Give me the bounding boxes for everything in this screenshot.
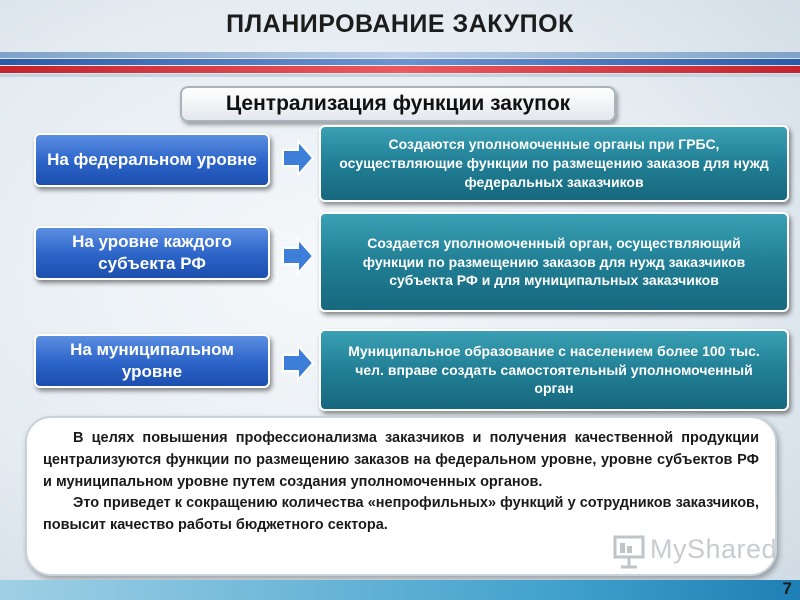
stripe-red: [0, 66, 800, 73]
footer-bar: [0, 580, 800, 600]
level-municipal: На муниципальном уровне: [34, 334, 270, 388]
level-federal: На федеральном уровне: [34, 133, 270, 187]
arrow-right-icon: [280, 343, 316, 383]
watermark-text: MyShared: [650, 534, 778, 564]
slide-title: ПЛАНИРОВАНИЕ ЗАКУПОК: [226, 10, 574, 38]
info-paragraph-2: Это приведет к сокращению количества «непрофильных» функций у сотрудников заказчиков, повысит качество работы бюджетного сектора.: [43, 495, 759, 533]
info-paragraph-1: В целях повышения профессионализма заказчиков и получения качественной продукции централизуются функции по размещению заказов на федеральном уровне, уровне субъектов РФ и муниципальном уровне путем создания уполномоченных органов.: [43, 430, 759, 490]
watermark: [612, 530, 778, 574]
desc-subject: Создается уполномоченный орган, осуществляющий функции по размещению заказов для нужд заказчиков субъекта РФ и для муниципальных заказчиков: [319, 212, 789, 312]
presentation-board-icon: [612, 534, 646, 570]
arrow-right-icon: [280, 138, 316, 178]
level-subject: На уровне каждого субъекта РФ: [34, 226, 270, 280]
stripe-gray: [0, 74, 800, 77]
desc-federal: Создаются уполномоченные органы при ГРБС, осуществляющие функции по размещению заказов для нужд федеральных заказчиков: [319, 125, 789, 202]
stripe-blue: [0, 59, 800, 65]
section-subtitle: Централизация функции закупок: [180, 86, 616, 122]
arrow-right-icon: [280, 236, 316, 276]
desc-municipal: Муниципальное образование с населением более 100 тыс. чел. вправе создать самостоятельный уполномоченный орган: [319, 329, 789, 411]
stripe-light: [0, 52, 800, 58]
header-stripes: [0, 52, 800, 78]
page-number: 7: [782, 579, 792, 598]
